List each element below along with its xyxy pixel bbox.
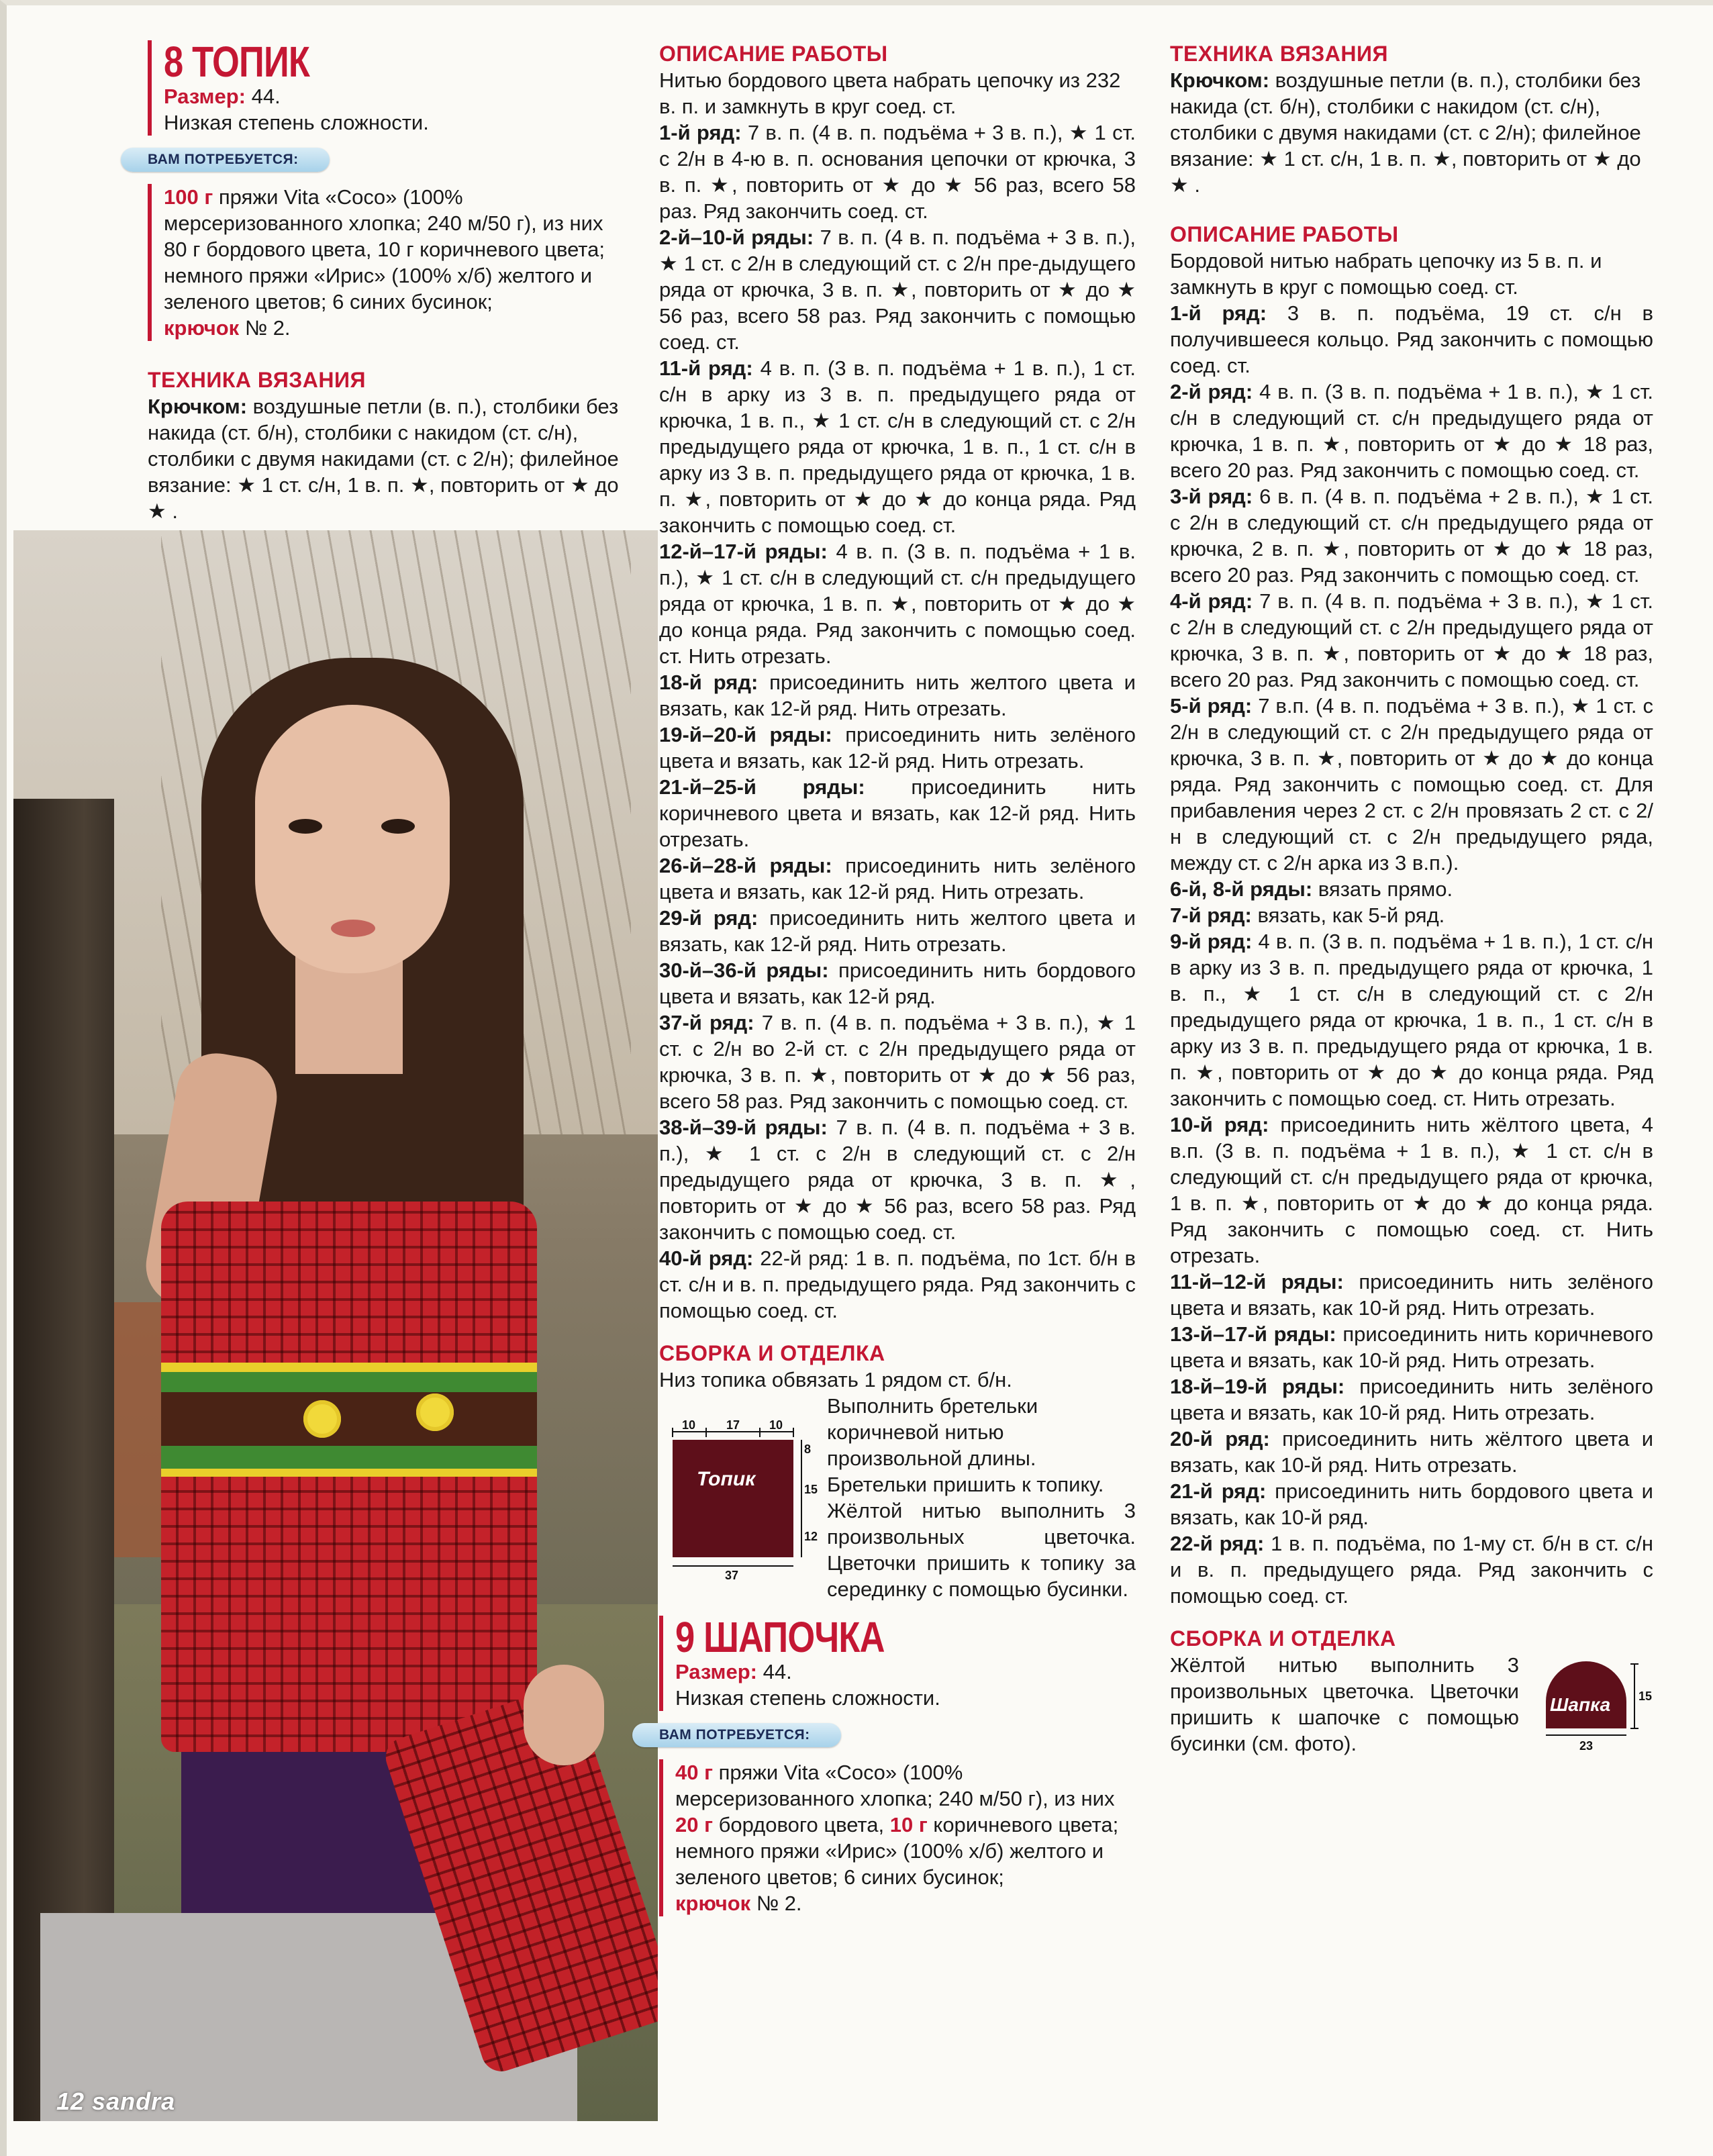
row-label: 18-й ряд: [659,671,758,694]
row-label: 1-й ряд: [659,121,742,144]
row-text: 7 в. п. (4 в. п. подъёма + 3 в. п.), ★ 1 ст. с 2/н в следующий ст. с 2/н пре-дыдущего ряда от крючка, 3 в. п. ★, повторить от ★ до ★ 56 раз, всего 58 раз. Ряд закончить с помощью соед. ст. [659,226,1136,354]
instruction-row [659,669,1136,722]
instruction-row [1170,300,1653,379]
row-label: 2-й–10-й ряды: [659,226,814,249]
instruction-row [659,905,1136,957]
size-value: 44. [251,85,281,108]
photo-stripe-brown [161,1392,537,1446]
instruction-row [1170,1321,1653,1373]
work-head: ОПИСАНИЕ РАБОТЫ [1170,222,1399,246]
yarn-amount: 40 г [675,1761,714,1784]
assembly-head: СБОРКА И ОТДЕЛКА [659,1341,885,1365]
row-label: 21-й–25-й ряды: [659,775,865,799]
photo-stripe-green-2 [161,1446,537,1469]
row-label: 20-й ряд: [1170,1427,1270,1451]
materials-text-c: коричневого цвета; немного пряжи «Ирис» (100% х/б) желтого и зеленого цветов; 6 синих бусинок; [675,1813,1119,1889]
assembly-with-diagram [1170,1652,1653,1757]
topik-diagram-label: Топик [697,1468,756,1490]
shapochka-materials [659,1759,1136,1916]
work-intro: Нитью бордового цвета набрать цепочку из 232 в. п. и замкнуть в круг соед. ст. [659,68,1121,118]
column-shapochka-work [1170,40,1653,1757]
photo-stripe-yellow [161,1363,537,1372]
hook-value: № 2. [756,1892,802,1915]
topik-size [164,83,631,109]
instruction-row [659,538,1136,669]
dim-top-right: 10 [769,1420,783,1432]
row-text: 7 в. п. (4 в. п. подъёма + 3 в. п.), ★ 1 ст. с 2/н в следующий ст. с 2/н предыдущего ряда от крючка, 3 в. п. ★, повторить от ★ до ★ 56 раз, всего 58 раз. Ряд закончить с помощью соед. ст. [659,1116,1136,1244]
row-text: 4 в. п. (3 в. п. подъёма + 1 в. п.), 1 ст. с/н в арку из 3 в. п. предыдущего ряда от крючка, 1 в. п., ★ 1 ст. с/н в следующий ст. с 2/н предыдущего ряда от крючка, 1 в. п., 1 ст. с/н в арку из 3 в. п. предыдущего ряда от крючка, 1 в. п. ★, повторить от ★ до ★ до конца ряда. Ряд закончить с помощью соед. ст. [659,356,1136,537]
photo-eye-right [381,819,415,834]
hook-value: № 2. [244,316,291,340]
instruction-row [659,1245,1136,1324]
row-text: присоединить нить коричневого цвета и вязать, как 12-й ряд. Нить отрезать. [659,775,1136,851]
technique-lead: Крючком: [1170,68,1270,92]
photo-stripe-green [161,1372,537,1392]
work-body [659,67,1136,1324]
materials-text-b: бордового цвета, [718,1813,885,1836]
materials-text-a: пряжи Vita «Coco» (100% мерсеризованного хлопка; 240 м/50 г), из них [675,1761,1115,1810]
technique-body: воздушные петли (в. п.), столбики без накида (ст. б/н), столбики с накидом (ст. с/н), столбики с двумя накидами (ст. с 2/н); филейное вязание: ★ 1 ст. с/н, 1 в. п. ★, повторить от ★ до ★ . [1170,68,1641,197]
instruction-row [659,119,1136,224]
row-text: 1 в. п. подъёма, по 1-му ст. б/н в ст. с/н и в. п. предыдущего ряда. Ряд закончить с помощью соед. ст. [1170,1532,1653,1608]
row-text: присоединить нить желтого цвета и вязать, как 12-й ряд. Нить отрезать. [659,906,1136,956]
photo-hand [524,1665,604,1765]
row-text: 7 в.п. (4 в. п. подъёма + 3 в. п.), ★ 1 ст. с 2/н в следующий ст. с 2/н предыдущего ряда от крючка, 3 в. п. ★, повторить от ★ до ★ до конца ряда. Ряд закончить с помощью соед. ст. Для прибавления через 2 ст. с 2/н провязать 2 ст. с 2/н в следующий ст. с 2/н предыдущего ряда, между ст. с 2/н арка из 3 в.п.). [1170,694,1653,875]
row-text: присоединить нить зелёного цвета и вязать, как 10-й ряд. Нить отрезать. [1170,1270,1653,1320]
instruction-row [1170,693,1653,876]
instruction-row [659,722,1136,774]
row-label: 38-й–39-й ряды: [659,1116,828,1139]
row-label: 30-й–36-й ряды: [659,959,829,982]
instruction-row [1170,1373,1653,1426]
row-label: 1-й ряд: [1170,301,1267,325]
technique-lead: Крючком: [148,395,248,418]
topik-difficulty: Низкая степень сложности. [164,111,429,134]
dim-top-left: 10 [682,1420,696,1432]
row-label: 4-й ряд: [1170,589,1253,613]
size-label: Размер: [675,1660,757,1683]
dim-bottom: 23 [1579,1739,1594,1753]
row-text: вязать, как 5-й ряд. [1257,903,1445,927]
topik-need-pill-row [121,148,631,172]
instruction-row [1170,588,1653,693]
row-label: 10-й ряд: [1170,1113,1269,1136]
row-text: вязать прямо. [1318,877,1453,901]
work-rows [659,119,1136,1324]
instruction-row [1170,1530,1653,1609]
topik-title: 8 ТОПИК [164,38,310,86]
row-text: присоединить нить жёлтого цвета, 4 в.п. (3 в. п. подъёма + 1 в. п.), ★ 1 ст. с/н в следующий ст. с/н предыдущего ряда от крючка, 1 в. п. ★, повторить от ★ до ★ до конца ряда. Ряд закончить с помощью соед. ст. Нить отрезать. [1170,1113,1654,1267]
photo-lips [331,920,375,937]
row-text: присоединить нить зелёного цвета и вязать, как 12-й ряд. Нить отрезать. [659,854,1136,903]
yarn-amount: 100 г [164,185,213,209]
dim-bottom: 37 [725,1569,739,1581]
row-label: 29-й ряд: [659,906,758,930]
instruction-row [1170,876,1653,902]
instruction-row [659,774,1136,852]
row-text: присоединить нить желтого цвета и вязать, как 12-й ряд. Нить отрезать. [659,671,1136,720]
work-head: ОПИСАНИЕ РАБОТЫ [659,42,888,66]
row-text: присоединить нить зелёного цвета и вязать, как 12-й ряд. Нить отрезать. [659,723,1136,773]
hat-diagram-label: Шапка [1550,1694,1611,1715]
row-label: 11-й ряд: [659,356,753,380]
row-text: 4 в. п. (3 в. п. подъёма + 1 в. п.), 1 ст. с/н в арку из 3 в. п. предыдущего ряда от крючка, 1 в. п., ★ 1 ст. с/н в следующий ст. с 2/н предыдущего ряда от крючка, 1 в. п., 1 ст. с/н в арку из 3 в. п. предыдущего ряда от крючка, 1 в. п. ★, повторить от ★ до ★ до конца ряда. Ряд закончить с помощью соед. ст. Нить отрезать. [1170,930,1653,1110]
dim-right: 15 [1638,1689,1653,1703]
shapochka-size [675,1659,1136,1685]
topik-technique-text [148,393,631,524]
topik-header [148,40,631,136]
assembly-p2: Выполнить бретельки коричневой нитью произвольной длины. Бретельки пришить к топику. [827,1394,1104,1496]
assembly-p3: Жёлтой нитью выполнить 3 произвольных цветочка. Цветочки пришить к топику за серединку с помощью бусинки. [827,1499,1136,1601]
row-label: 26-й–28-й ряды: [659,854,832,877]
shapochka-need-pill-row [632,1723,1136,1747]
row-text: присоединить нить бордового цвета и вязать, как 10-й ряд. [1170,1479,1653,1529]
row-text: 3 в. п. подъёма, 19 ст. с/н в получившееся кольцо. Ряд закончить с помощью соед. ст. [1170,301,1653,377]
row-label: 40-й ряд: [659,1246,754,1270]
row-text: присоединить нить бордового цвета и вязать, как 12-й ряд. [659,959,1136,1008]
row-text: 7 в. п. (4 в. п. подъёма + 3 в. п.), ★ 1 ст. с 2/н в 4-ю в. п. основания цепочки от крючка, 3 в. п. ★, повторить от ★ до ★ 56 раз, всего 58 раз. Ряд закончить соед. ст. [659,121,1136,223]
instruction-row [659,852,1136,905]
instruction-row [659,1010,1136,1114]
row-text: 7 в. п. (4 в. п. подъёма + 3 в. п.), ★ 1 ст. с 2/н во 2-й ст. с 2/н предыдущего ряда от крючка, 3 в. п. ★, повторить от ★ до ★ 56 раз, всего 58 раз. Ряд закончить с помощью соед. ст. [659,1011,1136,1113]
instruction-row [1170,1478,1653,1530]
dim-right-mid: 15 [804,1483,818,1496]
row-text: 4 в. п. (3 в. п. подъёма + 1 в. п.), ★ 1 ст. с/н в следующий ст. с/н предыдущего ряда от крючка, 1 в. п. ★, повторить от ★ до ★ до конца ряда. Ряд закончить с помощью соед. ст. Нить отрезать. [659,540,1136,668]
row-label: 6-й, 8-й ряды: [1170,877,1313,901]
technique-text [1170,67,1653,198]
technique-head: ТЕХНИКА ВЯЗАНИЯ [1170,42,1388,66]
assembly-with-diagram [659,1393,1136,1602]
row-label: 13-й–17-й ряды: [1170,1322,1336,1346]
photo-crochet-top [161,1202,537,1752]
instruction-row [659,957,1136,1010]
row-text: присоединить нить жёлтого цвета и вязать, как 10-й ряд. Нить отрезать. [1170,1427,1654,1477]
assembly-body [659,1367,1136,1602]
topik-materials [148,184,631,341]
topik-diagram [659,1420,820,1581]
row-label: 22-й ряд: [1170,1532,1265,1555]
materials-text: пряжи Vita «Coco» (100% мерсеризованного хлопка; 240 м/50 г), из них 80 г бордового цвета, 10 г коричневого цвета; немного пряжи «Ирис» (100% х/б) желтого и зеленого цветов; 6 синих бусинок; [164,185,605,313]
row-label: 19-й–20-й ряды: [659,723,832,746]
row-label: 9-й ряд: [1170,930,1253,953]
row-text: 22-й ряд: 1 в. п. подъёма, по 1ст. б/н в ст. с/н и в. п. предыдущего ряда. Ряд закончить с помощью соед. ст. [659,1246,1136,1322]
row-text: 6 в. п. (4 в. п. подъёма + 2 в. п.), ★ 1 ст. с 2/н в следующий ст. с/н предыдущего ряда от крючка, 2 в. п. ★, повторить от ★ до ★ 18 раз, всего 20 раз. Ряд закончить с помощью соед. ст. [1170,485,1653,587]
row-label: 5-й ряд: [1170,694,1253,718]
hook-label: крючок [164,316,240,340]
work-intro: Бордовой нитью набрать цепочку из 5 в. п. и замкнуть в круг с помощью соед. ст. [1170,249,1602,299]
instruction-row [659,1114,1136,1245]
instruction-row [1170,379,1653,483]
photo-flower-icon [303,1400,341,1438]
topik-diagram-shape [673,1440,793,1557]
work-rows [1170,300,1653,1609]
shapochka-difficulty: Низкая степень сложности. [675,1686,940,1710]
photo-flower-icon [416,1393,454,1431]
row-label: 2-й ряд: [1170,380,1253,403]
dim-top-mid: 17 [726,1420,740,1432]
row-label: 18-й–19-й ряды: [1170,1375,1345,1398]
hook-label: крючок [675,1892,751,1915]
need-pill: ВАМ ПОТРЕБУЕТСЯ: [121,148,330,172]
instruction-row [1170,1426,1653,1478]
assembly-text: Жёлтой нитью выполнить 3 произвольных цветочка. Цветочки пришить к шапочке с помощью бусинки (см. фото). [1170,1653,1519,1755]
row-label: 7-й ряд: [1170,903,1252,927]
row-text: 7 в. п. (4 в. п. подъёма + 3 в. п.), ★ 1 ст. с 2/н в следующий ст. с 2/н предыдущего ряда от крючка, 3 в. п. ★, повторить от ★ до ★ 18 раз, всего 20 раз. Ряд закончить с помощью соед. ст. [1170,589,1653,691]
photo-eye-left [289,819,322,834]
row-label: 37-й ряд: [659,1011,754,1034]
photo-stripe-yellow-2 [161,1469,537,1477]
shapochka-header [659,1613,1136,1711]
instruction-row [1170,1112,1653,1269]
row-label: 12-й–17-й ряды: [659,540,828,563]
instruction-row [1170,483,1653,588]
yarn-amount-b: 20 г [675,1813,714,1836]
dim-right-top: 8 [804,1442,812,1456]
size-label: Размер: [164,85,246,108]
instruction-row [1170,902,1653,928]
shapochka-title: 9 ШАПОЧКА [675,1613,885,1661]
row-text: 4 в. п. (3 в. п. подъёма + 1 в. п.), ★ 1 ст. с/н в следующий ст. с/н предыдущего ряда от крючка, 1 в. п. ★, повторить от ★ до ★ 18 раз, всего 20 раз. Ряд закончить с помощью соед. ст. [1170,380,1653,482]
instruction-row [1170,928,1653,1112]
instruction-row [659,355,1136,538]
instruction-row [1170,1269,1653,1321]
model-photo [13,530,658,2121]
work-body [1170,248,1653,1609]
instruction-row [659,224,1136,355]
assembly-p1: Низ топика обвязать 1 рядом ст. б/н. [659,1368,1012,1391]
dim-right-bot: 12 [804,1530,818,1543]
hat-diagram [1532,1655,1653,1755]
need-pill: ВАМ ПОТРЕБУЕТСЯ: [632,1723,841,1747]
row-text: присоединить нить коричневого цвета и вязать, как 10-й ряд. Нить отрезать. [1170,1322,1653,1372]
row-text: присоединить нить зелёного цвета и вязать, как 10-й ряд. Нить отрезать. [1170,1375,1653,1424]
row-label: 21-й ряд: [1170,1479,1267,1503]
row-label: 3-й ряд: [1170,485,1253,508]
column-topik [148,40,631,524]
row-label: 11-й–12-й ряды: [1170,1270,1344,1293]
assembly-head: СБОРКА И ОТДЕЛКА [1170,1626,1396,1651]
technique-body: воздушные петли (в. п.), столбики без накида (ст. б/н), столбики с накидом (ст. с/н), столбики с двумя накидами (ст. с 2/н); филейное вязание: ★ 1 ст. с/н, 1 в. п. ★, повторить от ★ до ★ . [148,395,619,523]
page-folio: 12 sandra [56,2088,176,2115]
column-topik-work [659,40,1136,1916]
size-value: 44. [763,1660,792,1683]
yarn-amount-c: 10 г [889,1813,928,1836]
topik-technique-head: ТЕХНИКА ВЯЗАНИЯ [148,368,366,392]
